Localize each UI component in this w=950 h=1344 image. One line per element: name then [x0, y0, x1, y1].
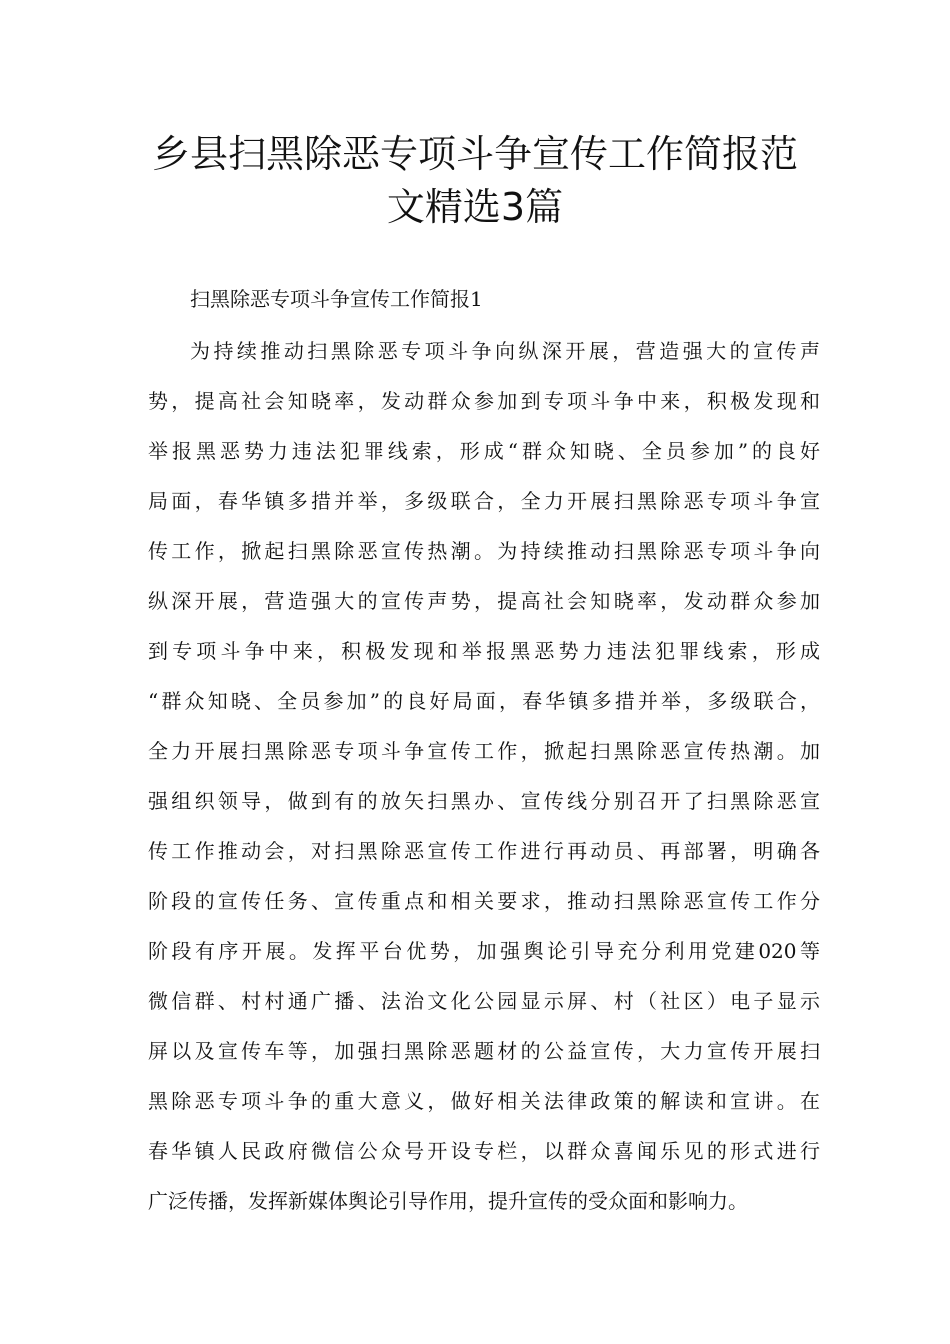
paragraph-line: 举报黑恶势力违法犯罪线索，形成“群众知晓、全员参加”的良好 [148, 439, 820, 463]
paragraph-line: 全力开展扫黑除恶专项斗争宣传工作，掀起扫黑除恶宣传热潮。加 [148, 739, 820, 763]
document-title-line-2: 文精选3篇 [386, 185, 564, 229]
paragraph-line: 到专项斗争中来，积极发现和举报黑恶势力违法犯罪线索，形成 [148, 639, 820, 663]
paragraph-line: 黑除恶专项斗争的重大意义，做好相关法律政策的解读和宣讲。在 [148, 1089, 820, 1113]
paragraph-line: 春华镇人民政府微信公众号开设专栏，以群众喜闻乐见的形式进行 [148, 1139, 820, 1163]
paragraph-line: 纵深开展，营造强大的宣传声势，提高社会知晓率，发动群众参加 [148, 589, 820, 613]
paragraph-line: 广泛传播，发挥新媒体舆论引导作用，提升宣传的受众面和影响力。 [148, 1189, 748, 1213]
paragraph-line: “群众知晓、全员参加”的良好局面，春华镇多措并举，多级联合， [148, 689, 820, 713]
paragraph-line: 局面，春华镇多措并举，多级联合，全力开展扫黑除恶专项斗争宣 [148, 489, 820, 513]
document-title-line-1: 乡县扫黑除恶专项斗争宣传工作简报范 [151, 132, 798, 176]
paragraph-line: 传工作，掀起扫黑除恶宣传热潮。为持续推动扫黑除恶专项斗争向 [148, 539, 820, 563]
paragraph-line: 传工作推动会，对扫黑除恶宣传工作进行再动员、再部署，明确各 [148, 839, 820, 863]
paragraph-line: 阶段有序开展。发挥平台优势，加强舆论引导充分利用党建020等 [148, 939, 820, 963]
paragraph-line: 微信群、村村通广播、法治文化公园显示屏、村（社区）电子显示 [148, 989, 820, 1013]
section-heading: 扫黑除恶专项斗争宣传工作简报1 [190, 287, 483, 311]
paragraph-line: 强组织领导，做到有的放矢扫黑办、宣传线分别召开了扫黑除恶宣 [148, 789, 820, 813]
paragraph-line: 屏以及宣传车等，加强扫黑除恶题材的公益宣传，大力宣传开展扫 [148, 1039, 820, 1063]
paragraph-line: 为持续推动扫黑除恶专项斗争向纵深开展，营造强大的宣传声 [190, 339, 820, 363]
paragraph-line: 阶段的宣传任务、宣传重点和相关要求，推动扫黑除恶宣传工作分 [148, 889, 820, 913]
paragraph-line: 势，提高社会知晓率，发动群众参加到专项斗争中来，积极发现和 [148, 389, 820, 413]
